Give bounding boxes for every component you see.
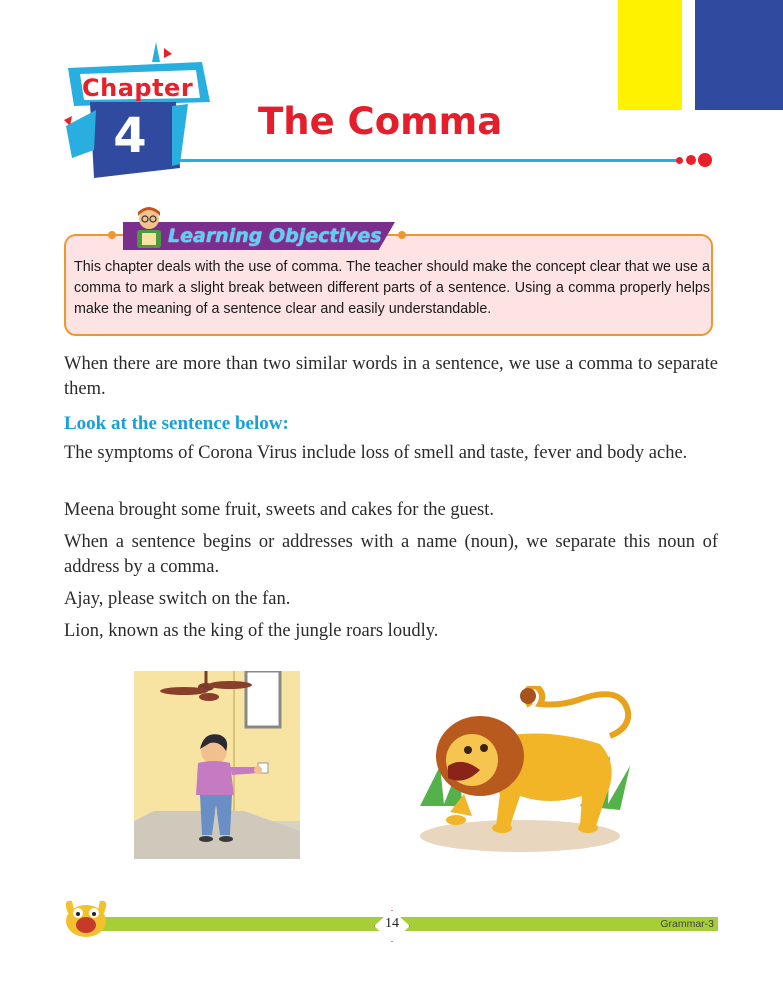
- look-heading: Look at the sentence below:: [64, 413, 289, 434]
- paragraph-3: Meena brought some fruit, sweets and cakes for the guest.: [64, 500, 494, 520]
- learning-objectives-heading: Learning Objectives: [168, 225, 382, 247]
- rule-dot-large: [698, 153, 712, 167]
- paragraph-1: When there are more than two similar words in a sentence, we use a comma to separate them.: [64, 354, 718, 399]
- chapter-number: 4: [113, 108, 147, 164]
- page-title: The Comma: [258, 100, 503, 143]
- teacher-icon: [132, 206, 166, 250]
- boy-switching-fan-illustration: [134, 671, 300, 859]
- rule-dot-medium: [686, 155, 696, 165]
- paragraph-5: Ajay, please switch on the fan.: [64, 589, 291, 609]
- yellow-corner-block: [618, 0, 682, 110]
- chapter-label: Chapter: [82, 74, 194, 102]
- rule-dot-small: [676, 157, 683, 164]
- book-label: Grammar-3: [660, 918, 714, 930]
- ribbon-left-dot: [108, 231, 116, 239]
- ribbon-right-dot: [398, 231, 406, 239]
- page-number: 14: [385, 916, 399, 931]
- paragraph-2: The symptoms of Corona Virus include loss of smell and taste, fever and body ache.: [64, 443, 688, 463]
- blue-corner-block: [695, 0, 783, 110]
- paragraph-4: When a sentence begins or addresses with a name (noun), we separate this noun of address by a comma.: [64, 532, 718, 577]
- paragraph-6: Lion, known as the king of the jungle roars loudly.: [64, 621, 439, 641]
- lion-roaring-illustration: [410, 686, 642, 854]
- title-underline: [178, 159, 678, 162]
- mascot-icon: [60, 893, 112, 939]
- learning-objectives-text: This chapter deals with the use of comma. The teacher should make the concept clear that we use a comma to mark a slight break between different parts of a sentence. Using a comma properly helps make the meaning of a sentence clear and easily understandable.: [74, 259, 710, 317]
